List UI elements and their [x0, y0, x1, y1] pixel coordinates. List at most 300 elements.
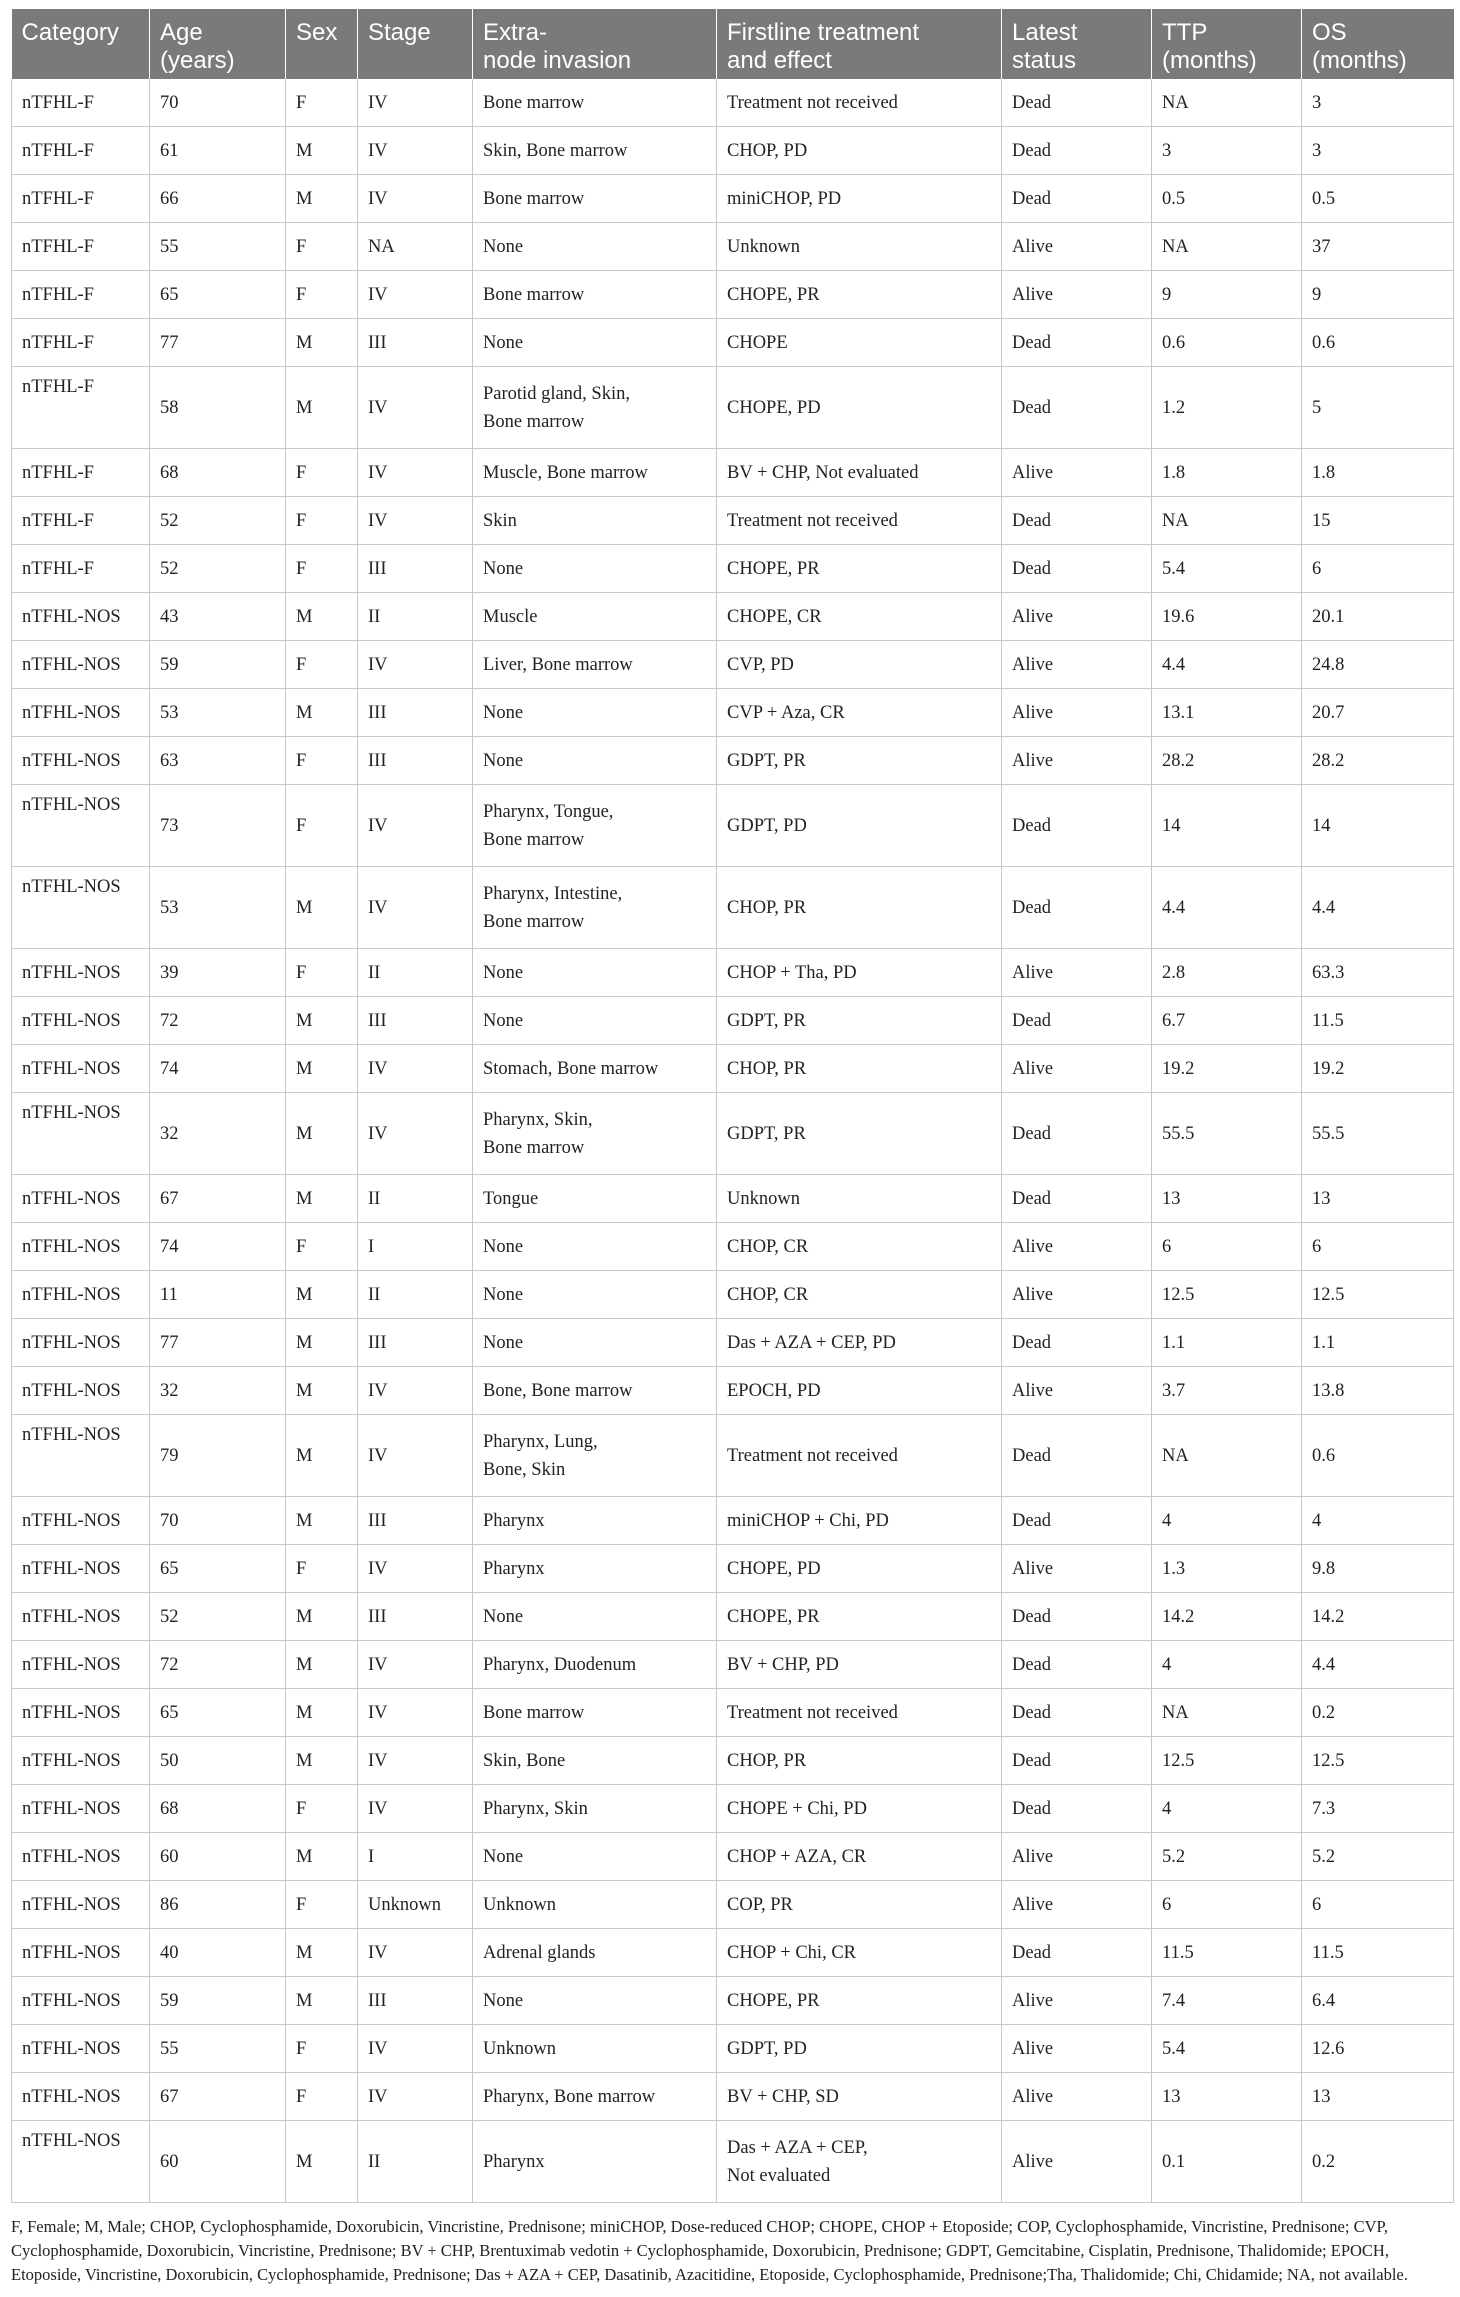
cell-firstline-treatment — [717, 449, 1002, 497]
header-line: Latest — [1012, 19, 1078, 46]
cell-ttp: NA — [1152, 1689, 1302, 1737]
cell-extra-node-invasion — [473, 545, 717, 593]
header-sex — [286, 9, 358, 79]
cell-line: Pharynx, Duodenum — [483, 1654, 637, 1675]
cell-stage: II — [358, 593, 473, 641]
cell-line: None — [483, 1010, 524, 1031]
cell-category: nTFHL-NOS — [12, 1319, 150, 1367]
cell-sex: F — [286, 449, 358, 497]
cell-age: 32 — [150, 1093, 286, 1175]
cell-line: CHOP, PR — [727, 897, 807, 918]
cell-stage: II — [358, 1271, 473, 1319]
cell-stage: IV — [358, 1785, 473, 1833]
cell-extra-node-invasion — [473, 1175, 717, 1223]
table-row — [12, 79, 1454, 127]
table-row — [12, 271, 1454, 319]
cell-line: Bone marrow — [483, 911, 585, 932]
cell-latest-status: Dead — [1002, 497, 1152, 545]
cell-line: Bone marrow — [483, 1702, 585, 1723]
cell-line: Pharynx, Skin — [483, 1798, 588, 1819]
cell-latest-status: Dead — [1002, 1497, 1152, 1545]
cell-category: nTFHL-NOS — [12, 997, 150, 1045]
cell-sex: M — [286, 1271, 358, 1319]
cell-firstline-treatment — [717, 785, 1002, 867]
cell-category: nTFHL-NOS — [12, 1641, 150, 1689]
cell-stage: III — [358, 1497, 473, 1545]
cell-firstline-treatment — [717, 1093, 1002, 1175]
cell-stage: IV — [358, 1929, 473, 1977]
cell-firstline-treatment — [717, 175, 1002, 223]
cell-os: 24.8 — [1302, 641, 1454, 689]
cell-line: CHOP + Tha, PD — [727, 962, 857, 983]
table-row — [12, 1367, 1454, 1415]
cell-age: 66 — [150, 175, 286, 223]
header-line: Age — [160, 19, 203, 46]
cell-age: 77 — [150, 319, 286, 367]
cell-line: Bone, Skin — [483, 1459, 566, 1480]
cell-extra-node-invasion — [473, 785, 717, 867]
cell-sex: M — [286, 593, 358, 641]
cell-ttp: 19.2 — [1152, 1045, 1302, 1093]
cell-age: 52 — [150, 497, 286, 545]
cell-firstline-treatment — [717, 319, 1002, 367]
cell-line: BV + CHP, Not evaluated — [727, 462, 919, 483]
cell-age: 67 — [150, 2073, 286, 2121]
cell-category: nTFHL-NOS — [12, 1367, 150, 1415]
cell-firstline-treatment — [717, 867, 1002, 949]
cell-os: 37 — [1302, 223, 1454, 271]
cell-latest-status: Dead — [1002, 997, 1152, 1045]
cell-ttp: NA — [1152, 79, 1302, 127]
cell-latest-status: Dead — [1002, 1737, 1152, 1785]
cell-ttp: 4 — [1152, 1641, 1302, 1689]
cell-category: nTFHL-NOS — [12, 949, 150, 997]
cell-latest-status: Alive — [1002, 1881, 1152, 1929]
table-header — [12, 9, 1454, 79]
cell-extra-node-invasion — [473, 867, 717, 949]
cell-line: Pharynx, Intestine, — [483, 883, 623, 904]
cell-firstline-treatment — [717, 2121, 1002, 2203]
cell-category: nTFHL-NOS — [12, 1833, 150, 1881]
cell-line: CVP, PD — [727, 654, 794, 675]
cell-extra-node-invasion — [473, 1689, 717, 1737]
cell-extra-node-invasion — [473, 1045, 717, 1093]
cell-os: 0.2 — [1302, 1689, 1454, 1737]
table-row — [12, 949, 1454, 997]
header-line: Firstline treatment — [727, 19, 920, 46]
cell-category: nTFHL-NOS — [12, 1175, 150, 1223]
cell-firstline-treatment — [717, 1497, 1002, 1545]
cell-sex: F — [286, 1223, 358, 1271]
header-line: Category — [21, 19, 119, 46]
cell-category: nTFHL-F — [12, 271, 150, 319]
cell-age: 73 — [150, 785, 286, 867]
cell-extra-node-invasion — [473, 79, 717, 127]
header-line: status — [1012, 47, 1077, 74]
cell-line: Muscle, Bone marrow — [483, 462, 648, 483]
cell-line: COP, PR — [727, 1894, 793, 1915]
cell-extra-node-invasion — [473, 1929, 717, 1977]
header-row — [12, 9, 1454, 79]
cell-extra-node-invasion — [473, 319, 717, 367]
cell-line: CHOP, CR — [727, 1284, 809, 1305]
cell-stage: III — [358, 689, 473, 737]
header-firstline-treatment — [717, 9, 1002, 79]
cell-firstline-treatment — [717, 1223, 1002, 1271]
cell-latest-status: Dead — [1002, 1415, 1152, 1497]
cell-extra-node-invasion — [473, 1881, 717, 1929]
table-row — [12, 1689, 1454, 1737]
cell-sex: M — [286, 997, 358, 1045]
cell-sex: M — [286, 175, 358, 223]
table-body — [12, 79, 1454, 2203]
cell-os: 55.5 — [1302, 1093, 1454, 1175]
cell-sex: F — [286, 785, 358, 867]
cell-line: Bone marrow — [483, 411, 585, 432]
cell-os: 63.3 — [1302, 949, 1454, 997]
cell-stage: Unknown — [358, 1881, 473, 1929]
cell-os: 12.6 — [1302, 2025, 1454, 2073]
header-line: Extra- — [483, 19, 548, 46]
cell-firstline-treatment — [717, 1545, 1002, 1593]
cell-extra-node-invasion — [473, 271, 717, 319]
table-row — [12, 1881, 1454, 1929]
cell-category: nTFHL-NOS — [12, 785, 150, 867]
cell-extra-node-invasion — [473, 1785, 717, 1833]
cell-sex: M — [286, 1093, 358, 1175]
table-row — [12, 497, 1454, 545]
cell-sex: M — [286, 1977, 358, 2025]
cell-line: Skin, Bone — [483, 1750, 566, 1771]
cell-os: 5 — [1302, 367, 1454, 449]
cell-category: nTFHL-F — [12, 175, 150, 223]
cell-age: 39 — [150, 949, 286, 997]
cell-sex: F — [286, 737, 358, 785]
cell-os: 3 — [1302, 127, 1454, 175]
table-row — [12, 867, 1454, 949]
cell-age: 52 — [150, 1593, 286, 1641]
cell-stage: III — [358, 545, 473, 593]
cell-age: 32 — [150, 1367, 286, 1415]
cell-firstline-treatment — [717, 689, 1002, 737]
table-container — [11, 9, 1453, 2287]
cell-firstline-treatment — [717, 1593, 1002, 1641]
cell-sex: F — [286, 1881, 358, 1929]
cell-age: 43 — [150, 593, 286, 641]
cell-firstline-treatment — [717, 545, 1002, 593]
cell-line: CHOP, CR — [727, 1236, 809, 1257]
cell-line: Pharynx, Lung, — [483, 1431, 598, 1452]
cell-line: Das + AZA + CEP, PD — [727, 1332, 896, 1353]
cell-stage: IV — [358, 2073, 473, 2121]
cell-category: nTFHL-NOS — [12, 737, 150, 785]
cell-line: Unknown — [727, 1188, 800, 1209]
cell-ttp: 3 — [1152, 127, 1302, 175]
cell-sex: M — [286, 1929, 358, 1977]
table-row — [12, 1833, 1454, 1881]
cell-stage: IV — [358, 449, 473, 497]
cell-stage: IV — [358, 1045, 473, 1093]
cell-line: Bone marrow — [483, 92, 585, 113]
table-row — [12, 1641, 1454, 1689]
cell-latest-status: Alive — [1002, 2073, 1152, 2121]
cell-latest-status: Dead — [1002, 867, 1152, 949]
cell-os: 0.5 — [1302, 175, 1454, 223]
header-latest-status — [1002, 9, 1152, 79]
cell-latest-status: Alive — [1002, 1545, 1152, 1593]
cell-line: CHOPE, PR — [727, 558, 820, 579]
cell-line: GDPT, PD — [727, 815, 807, 836]
cell-line: Bone marrow — [483, 829, 585, 850]
cell-stage: IV — [358, 2025, 473, 2073]
table-row — [12, 1175, 1454, 1223]
header-line: (years) — [160, 47, 235, 74]
cell-line: Parotid gland, Skin, — [483, 383, 630, 404]
cell-latest-status: Alive — [1002, 1367, 1152, 1415]
cell-firstline-treatment — [717, 79, 1002, 127]
cell-line: Skin — [483, 510, 517, 531]
cell-age: 65 — [150, 1689, 286, 1737]
cell-age: 55 — [150, 2025, 286, 2073]
cell-ttp: NA — [1152, 1415, 1302, 1497]
cell-stage: IV — [358, 1415, 473, 1497]
cell-line: BV + CHP, PD — [727, 1654, 839, 1675]
header-category — [12, 9, 150, 79]
cell-age: 72 — [150, 1641, 286, 1689]
cell-stage: II — [358, 949, 473, 997]
cell-line: None — [483, 1846, 524, 1867]
cell-extra-node-invasion — [473, 1737, 717, 1785]
cell-category: nTFHL-NOS — [12, 1929, 150, 1977]
table-row — [12, 449, 1454, 497]
cell-line: Pharynx, Skin, — [483, 1109, 593, 1130]
cell-stage: NA — [358, 223, 473, 271]
cell-latest-status: Dead — [1002, 1641, 1152, 1689]
cell-extra-node-invasion — [473, 2073, 717, 2121]
cell-latest-status: Dead — [1002, 785, 1152, 867]
cell-latest-status: Alive — [1002, 689, 1152, 737]
cell-latest-status: Alive — [1002, 593, 1152, 641]
cell-firstline-treatment — [717, 1641, 1002, 1689]
cell-ttp: 13.1 — [1152, 689, 1302, 737]
cell-line: CHOPE, PR — [727, 284, 820, 305]
cell-category: nTFHL-NOS — [12, 1223, 150, 1271]
header-ttp — [1152, 9, 1302, 79]
cell-sex: F — [286, 1785, 358, 1833]
cell-line: GDPT, PD — [727, 2038, 807, 2059]
cell-latest-status: Alive — [1002, 737, 1152, 785]
cell-firstline-treatment — [717, 223, 1002, 271]
cell-extra-node-invasion — [473, 737, 717, 785]
header-os — [1302, 9, 1454, 79]
header-line: node invasion — [483, 47, 632, 74]
cell-os: 12.5 — [1302, 1271, 1454, 1319]
cell-stage: IV — [358, 79, 473, 127]
cell-line: EPOCH, PD — [727, 1380, 821, 1401]
header-age — [150, 9, 286, 79]
cell-firstline-treatment — [717, 1737, 1002, 1785]
cell-line: None — [483, 1990, 524, 2011]
cell-os: 11.5 — [1302, 1929, 1454, 1977]
cell-category: nTFHL-NOS — [12, 641, 150, 689]
cell-latest-status: Dead — [1002, 79, 1152, 127]
cell-latest-status: Alive — [1002, 2025, 1152, 2073]
cell-extra-node-invasion — [473, 1977, 717, 2025]
table-row — [12, 367, 1454, 449]
cell-os: 9.8 — [1302, 1545, 1454, 1593]
cell-ttp: 6 — [1152, 1223, 1302, 1271]
cell-line: CHOPE, PD — [727, 397, 821, 418]
cell-category: nTFHL-NOS — [12, 1497, 150, 1545]
cell-ttp: 4.4 — [1152, 641, 1302, 689]
cell-stage: IV — [358, 867, 473, 949]
cell-os: 4.4 — [1302, 1641, 1454, 1689]
cell-latest-status: Alive — [1002, 1223, 1152, 1271]
cell-line: Pharynx — [483, 2151, 545, 2172]
cell-line: None — [483, 1284, 524, 1305]
cell-firstline-treatment — [717, 1929, 1002, 1977]
header-line: Stage — [368, 19, 431, 46]
cell-sex: M — [286, 1367, 358, 1415]
cell-stage: III — [358, 997, 473, 1045]
cell-os: 14 — [1302, 785, 1454, 867]
table-row — [12, 545, 1454, 593]
cell-extra-node-invasion — [473, 689, 717, 737]
cell-latest-status: Dead — [1002, 1689, 1152, 1737]
cell-os: 0.2 — [1302, 2121, 1454, 2203]
table-row — [12, 641, 1454, 689]
cell-extra-node-invasion — [473, 2025, 717, 2073]
cell-line: None — [483, 1332, 524, 1353]
cell-sex: F — [286, 271, 358, 319]
cell-category: nTFHL-NOS — [12, 867, 150, 949]
cell-line: Muscle — [483, 606, 538, 627]
cell-age: 65 — [150, 1545, 286, 1593]
cell-latest-status: Dead — [1002, 127, 1152, 175]
cell-sex: M — [286, 1689, 358, 1737]
cell-firstline-treatment — [717, 1785, 1002, 1833]
cell-os: 4 — [1302, 1497, 1454, 1545]
cell-stage: IV — [358, 1093, 473, 1175]
cell-sex: F — [286, 641, 358, 689]
cell-age: 77 — [150, 1319, 286, 1367]
cell-category: nTFHL-F — [12, 367, 150, 449]
cell-ttp: 0.1 — [1152, 2121, 1302, 2203]
table-row — [12, 1223, 1454, 1271]
cell-ttp: 7.4 — [1152, 1977, 1302, 2025]
cell-firstline-treatment — [717, 737, 1002, 785]
cell-sex: F — [286, 1545, 358, 1593]
cell-os: 9 — [1302, 271, 1454, 319]
cell-line: GDPT, PR — [727, 1010, 806, 1031]
cell-extra-node-invasion — [473, 1093, 717, 1175]
cell-latest-status: Dead — [1002, 545, 1152, 593]
cell-line: Pharynx, Tongue, — [483, 801, 614, 822]
cell-category: nTFHL-NOS — [12, 2073, 150, 2121]
cell-sex: M — [286, 1641, 358, 1689]
cell-stage: II — [358, 2121, 473, 2203]
header-line: (months) — [1312, 47, 1407, 74]
table-footnote: F, Female; M, Male; CHOP, Cyclophosphamide, Doxorubicin, Vincristine, Prednisone; miniCHOP, Dose-reduced CHOP; CHOPE, CHOP + Etoposide; COP, Cyclophosphamide, Vincristine, Prednisone; CVP, Cyclophosphamide, Doxorubicin, Vincristine, Prednisone; BV + CHP, Brentuximab vedotin + Cyclophosphamide, Doxorubicin, Prednisone; GDPT, Gemcitabine, Cisplatin, Prednisone, Thalidomide; EPOCH, Etoposide, Vincristine, Doxorubicin, Cyclophosphamide, Prednisone; Das + AZA + CEP, Dasatinib, Azacitidine, Etoposide, Cyclophosphamide, Prednisone;Tha, Thalidomide; Chi, Chidamide; NA, not available. — [11, 2217, 1408, 2284]
cell-age: 53 — [150, 689, 286, 737]
cell-firstline-treatment — [717, 949, 1002, 997]
cell-sex: M — [286, 367, 358, 449]
cell-category: nTFHL-NOS — [12, 689, 150, 737]
table-row — [12, 1497, 1454, 1545]
cell-sex: M — [286, 1593, 358, 1641]
cell-line: Not evaluated — [727, 2165, 831, 2186]
cell-stage: I — [358, 1223, 473, 1271]
cell-ttp: 6.7 — [1152, 997, 1302, 1045]
header-line: OS — [1312, 19, 1347, 46]
cell-category: nTFHL-F — [12, 223, 150, 271]
cell-age: 11 — [150, 1271, 286, 1319]
cell-ttp: 5.2 — [1152, 1833, 1302, 1881]
cell-stage: III — [358, 1977, 473, 2025]
table-row — [12, 1593, 1454, 1641]
cell-age: 40 — [150, 1929, 286, 1977]
cell-sex: F — [286, 2073, 358, 2121]
cell-stage: IV — [358, 1641, 473, 1689]
cell-ttp: 12.5 — [1152, 1271, 1302, 1319]
cell-os: 0.6 — [1302, 319, 1454, 367]
cell-age: 52 — [150, 545, 286, 593]
cell-line: Unknown — [483, 2038, 556, 2059]
table-row — [12, 2073, 1454, 2121]
cell-category: nTFHL-NOS — [12, 1415, 150, 1497]
cell-line: CHOPE, PR — [727, 1606, 820, 1627]
cell-line: None — [483, 1236, 524, 1257]
cell-ttp: 12.5 — [1152, 1737, 1302, 1785]
cell-extra-node-invasion — [473, 1367, 717, 1415]
cell-ttp: 3.7 — [1152, 1367, 1302, 1415]
cell-ttp: 11.5 — [1152, 1929, 1302, 1977]
cell-age: 67 — [150, 1175, 286, 1223]
cell-firstline-treatment — [717, 1689, 1002, 1737]
cell-extra-node-invasion — [473, 497, 717, 545]
cell-extra-node-invasion — [473, 367, 717, 449]
cell-line: GDPT, PR — [727, 750, 806, 771]
cell-extra-node-invasion — [473, 127, 717, 175]
cell-sex: M — [286, 2121, 358, 2203]
cell-ttp: 1.3 — [1152, 1545, 1302, 1593]
cell-sex: F — [286, 545, 358, 593]
cell-line: CHOP, PR — [727, 1058, 807, 1079]
cell-extra-node-invasion — [473, 223, 717, 271]
cell-extra-node-invasion — [473, 175, 717, 223]
cell-line: Bone marrow — [483, 1137, 585, 1158]
header-stage — [358, 9, 473, 79]
cell-age: 74 — [150, 1223, 286, 1271]
cell-age: 68 — [150, 1785, 286, 1833]
table-row — [12, 1045, 1454, 1093]
cell-os: 4.4 — [1302, 867, 1454, 949]
cell-line: CHOPE + Chi, PD — [727, 1798, 867, 1819]
cell-age: 50 — [150, 1737, 286, 1785]
cell-category: nTFHL-F — [12, 449, 150, 497]
cell-age: 65 — [150, 271, 286, 319]
cell-category: nTFHL-NOS — [12, 1045, 150, 1093]
cell-extra-node-invasion — [473, 997, 717, 1045]
header-line: Sex — [296, 19, 338, 46]
cell-sex: M — [286, 689, 358, 737]
cell-category: nTFHL-NOS — [12, 2121, 150, 2203]
cell-sex: M — [286, 127, 358, 175]
cell-latest-status: Dead — [1002, 1093, 1152, 1175]
cell-latest-status: Alive — [1002, 449, 1152, 497]
table-row — [12, 1545, 1454, 1593]
cell-extra-node-invasion — [473, 2121, 717, 2203]
